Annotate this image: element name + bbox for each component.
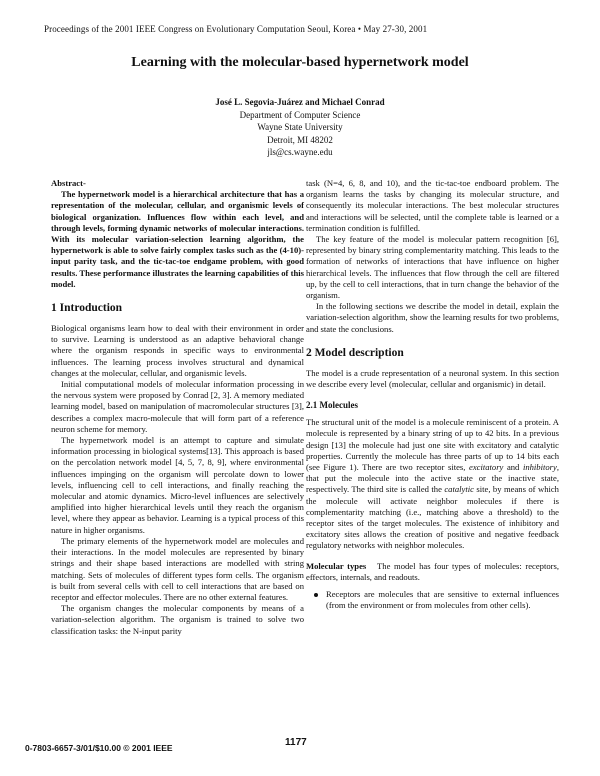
paragraph: In the following sections we describe the model in detail, explain the variation-selection algorithm, show the learning results for two problems, and state the conclusions. xyxy=(306,301,559,334)
text-span: , that put the molecule into the active state or the inactive state, respectively. The third site is called the xyxy=(306,462,559,495)
author-department: Department of Computer Science xyxy=(239,109,361,120)
section-heading-introduction: 1 Introduction xyxy=(51,302,123,315)
subsection-heading-molecules: 2.1 Molecules xyxy=(306,400,358,411)
author-city: Detroit, MI 48202 xyxy=(267,134,333,145)
molecular-types-label: Molecular types xyxy=(306,560,367,571)
text-span: site, by means of which the molecule will activate neighbor molecules if there is complementarity matching (i.e., matching above a threshold) to the receptor sites of the target molecules. The existence of inhibitory and excitatory sites allows the creation of positive and negative feedback regulatory networks with neighbor molecules. xyxy=(306,484,559,551)
paragraph: The organism changes the molecular components by means of a variation-selection algorithm. The organism is trained to solve two classification tasks: the N-input parity xyxy=(51,603,304,636)
molecule-type-list xyxy=(306,589,559,611)
copyright-code: 0-7803-6657-3/01/$10.00 © 2001 IEEE xyxy=(25,743,173,753)
paragraph-molecular-types xyxy=(306,561,559,583)
paragraph-molecules xyxy=(306,417,559,551)
emphasis-catalytic: catalytic xyxy=(444,484,474,495)
author-names: José L. Segovia-Juárez and Michael Conrad xyxy=(215,97,385,107)
running-head: Proceedings of the 2001 IEEE Congress on Evolutionary Computation Seoul, Korea • May 27-30, 2001 xyxy=(44,24,428,34)
abstract xyxy=(51,178,304,290)
emphasis-inhibitory: inhibitory xyxy=(522,462,557,473)
text-span: The structural unit of the model is a molecule reminiscent of a protein. A molecule is represented by a binary string of up to 42 bits. In a previous design [13] the molecule had just one site with excitatory and catalytic properties. Currently the molecule has three parts of up to 14 bits each (see Figure 1). There are two receptor sites, xyxy=(306,417,559,473)
emphasis-excitatory: excitatory xyxy=(469,462,504,473)
author-university: Wayne State University xyxy=(257,122,343,132)
paper-title: Learning with the molecular-based hypernetwork model xyxy=(131,55,469,70)
left-column xyxy=(51,178,304,637)
text-span: The model has four types of molecules: receptors, effectors, internals, and readouts. xyxy=(306,560,559,582)
text-span: and xyxy=(503,462,523,473)
abstract-text: The hypernetwork model is a hierarchical architecture that has a representation of the molecular, cellular, and organismic levels of biological organization. Influences flow within each level, and through levels, forming dynamic networks of molecular interactions. With its molecular variation-selection learning algorithm, the hypernetwork is able to solve fairly complex tasks such as the (4-10)-input parity task, and the tic-tac-toe endgame problem, with good results. These performance illustrates the learning capabilities of this model. xyxy=(51,189,304,289)
abstract-label: Abstract- xyxy=(51,178,86,188)
right-column xyxy=(306,178,559,612)
page-number: 1177 xyxy=(285,737,307,748)
paragraph: The model is a crude representation of a neuronal system. In this section we describe every level (molecular, cellular and organismic) in detail. xyxy=(306,367,559,390)
author-email: jls@cs.wayne.edu xyxy=(267,147,333,157)
paragraph: The primary elements of the hypernetwork model are molecules and their interactions. In the model molecules are represented by binary strings and their shape based interactions are modelled with string matching. Sets of molecules of different types form cells. The organism is built from several cells with cell to cell interactions that are based on receptor and effector molecules. There are no other external features. xyxy=(51,535,304,602)
list-item-text: Receptors are molecules that are sensitive to external influences (from the environment or from molecules from other cells). xyxy=(326,589,559,611)
paragraph: The hypernetwork model is an attempt to capture and simulate information processing in biological systems[13]. This approach is based on the percolation network model [4, 5, 7, 8, 9], where environmental influences impinging on the organism will percolate down to lower levels, influencing cell to cell interactions, and finally reaching the molecular and atomic dynamics. Micro-level influences are selectively amplified into higher hierarchical levels until they reach the organism level, where they appear as behavior. Learning is a typical process of this nature in higher organisms. xyxy=(51,435,304,535)
list-item xyxy=(306,589,559,611)
section-heading-model-description: 2 Model description xyxy=(306,346,404,359)
paragraph: Biological organisms learn how to deal with their environment in order to survive. Learning is understood as an adaptive behavioral change where the organism responds in specific ways to environmental influences. The learning process involves structural and dynamical changes at the molecular, cellular, and organismic levels. xyxy=(51,323,304,378)
paragraph: Initial computational models of molecular information processing in the nervous system were proposed by Conrad [2, 3]. A memory mediated learning model, based on manipulation of macromolecular structures [3], describes a complex macro-molecule that will form part of a reference neuron scheme for memory. xyxy=(51,379,304,434)
paragraph: task (N=4, 6, 8, and 10), and the tic-tac-toe endboard problem. The organism learns the tasks by changing its molecular structure, and consequently its molecular interactions. The best molecular structures and interactions will be selected, until the complete table is learned or a termination condition is fulfilled. xyxy=(306,178,559,233)
author-block xyxy=(0,96,600,159)
bullet-icon xyxy=(314,593,318,597)
paragraph: The key feature of the model is molecular pattern recognition [6], represented by binary string complementarity matching. This leads to the formation of networks of interactions that have influence on higher hierarchical levels. The influences that flow through the cell are filtered up, by the cell to cell interactions, that in turn change the behavior of the organism. xyxy=(306,234,559,301)
